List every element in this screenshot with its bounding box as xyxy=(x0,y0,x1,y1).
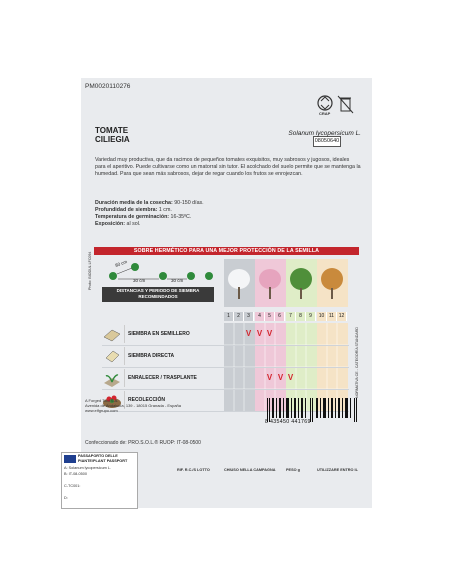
plant-spacing-a: 30 cm xyxy=(133,278,146,283)
month-6: 6 xyxy=(275,312,285,321)
passport-header: PASSAPORTO DELLE PIANTE/PLANT PASSPORT xyxy=(78,454,128,463)
use-by-label: UTILIZZARE ENTRO IL xyxy=(317,468,358,472)
latin-name: Solanum lycopersicum L. xyxy=(288,130,361,137)
month-8: 8 xyxy=(296,312,306,321)
plant-icon xyxy=(109,263,213,280)
month-5: 5 xyxy=(265,312,275,321)
product-code-box: 08050640 xyxy=(313,136,341,147)
distances-header: DISTANCIAS Y PERIODO DE SIEMBRA RECOMENDADOS xyxy=(102,287,214,302)
month-10: 10 xyxy=(317,312,327,321)
month-4: 4 xyxy=(255,312,265,321)
row-label-semillero: SIEMBRA EN SEMILLERO xyxy=(128,331,190,337)
table-row xyxy=(102,345,349,368)
weight-label: PESO g xyxy=(286,468,300,472)
table-row xyxy=(102,367,349,390)
title-line1: TOMATE xyxy=(95,126,129,135)
packed-by: Confeccionado de: PRO.S.O.L.® RUOP: IT-08-0500 xyxy=(85,440,201,446)
spec-depth: Profundidad de siembra: 1 cm. xyxy=(95,207,172,214)
autumn-tree-icon xyxy=(317,259,348,307)
summer-tree-icon xyxy=(286,259,317,307)
recycle-bin-icons xyxy=(316,92,356,120)
packet-code: PM0020110276 xyxy=(85,83,131,90)
row-spacing: 80 cm xyxy=(114,259,128,268)
spec-exposure: Exposición: al sol. xyxy=(95,221,141,228)
barcode xyxy=(265,398,362,430)
check-mark: V xyxy=(277,373,284,382)
month-11: 11 xyxy=(327,312,337,321)
month-12: 12 xyxy=(337,312,347,321)
check-mark: V xyxy=(245,329,252,338)
title-line2: CILIEGIA xyxy=(95,134,130,144)
hermetic-banner: SOBRE HERMÉTICO PARA UNA MEJOR PROTECCIÓN DE LA SEMILLA xyxy=(94,247,359,255)
month-7: 7 xyxy=(286,312,296,321)
table-row xyxy=(102,323,349,346)
seed-tray-icon xyxy=(102,324,122,344)
company-name: A Forged Tool S.A. xyxy=(85,398,119,403)
row-label-directa: SIEMBRA DIRECTA xyxy=(128,353,175,359)
recycle-label: CRAP xyxy=(319,111,331,116)
lot-label: RIF. R.C./S LOTTO xyxy=(177,468,210,472)
trash-bin-icon xyxy=(338,96,353,113)
specs xyxy=(95,200,361,229)
check-mark: V xyxy=(256,329,263,338)
product-title xyxy=(95,127,185,145)
spec-temperature: Temperatura de germinación: 16-35ºC. xyxy=(95,214,192,221)
month-3: 3 xyxy=(244,312,254,321)
seedling-icon xyxy=(102,368,122,388)
check-mark: V xyxy=(266,373,273,382)
month-2: 2 xyxy=(234,312,244,321)
website: www.elfgrupo.com xyxy=(85,408,118,414)
month-9: 9 xyxy=(306,312,316,321)
check-mark: V xyxy=(266,329,273,338)
seed-packet-icon xyxy=(102,346,122,366)
plant-spacing-b: 30 cm xyxy=(171,278,184,283)
row-label-recoleccion: RECOLECCIÓN xyxy=(128,397,165,403)
spec-harvest: Duración media de la cosecha: 90-150 días. xyxy=(95,200,204,206)
check-mark: V xyxy=(287,373,294,382)
winter-tree-icon xyxy=(224,259,255,307)
passport-a: A: Solanum lycopersicum L. xyxy=(64,466,112,470)
seed-packet xyxy=(64,78,372,508)
closed-label: CHIUSO NELLA CAMPAGNA xyxy=(224,468,276,472)
photo-credit: Photo: BIODUL LFC094 xyxy=(88,251,92,290)
passport-d: D: xyxy=(64,496,68,500)
barcode-number: 8 435450 441769 xyxy=(265,419,311,425)
spring-tree-icon xyxy=(255,259,286,307)
passport-b: B: IT-08-0500 xyxy=(64,472,88,476)
spacing-illustration xyxy=(105,259,217,285)
plant-passport xyxy=(61,452,138,509)
eu-flag-icon xyxy=(64,455,76,463)
month-1: 1 xyxy=(224,312,234,321)
season-trees xyxy=(224,259,348,307)
normative-text: NORMATIVA CE - CATEGORÍA STANDARD xyxy=(355,326,359,398)
row-label-trasplante: ENRALECER / TRASPLANTE xyxy=(128,375,197,381)
description: Variedad muy productiva, que da racimos de pequeños tomates exquisitos, muy sabrosos y jugosos, ideales para el aperitivo. Puede cultivarse como un matorral sin tutor. El acolchado del suelo permite que se mantenga la humedad. Para que sean más sabrosos, dejar de regar cuando los frutos se enrojezcan. xyxy=(95,157,361,177)
passport-c: C-TC001: xyxy=(64,484,81,488)
company-address xyxy=(85,398,181,414)
address-line: Avenida de Andalucía, 139 - 18015 Granada - España xyxy=(85,403,181,409)
